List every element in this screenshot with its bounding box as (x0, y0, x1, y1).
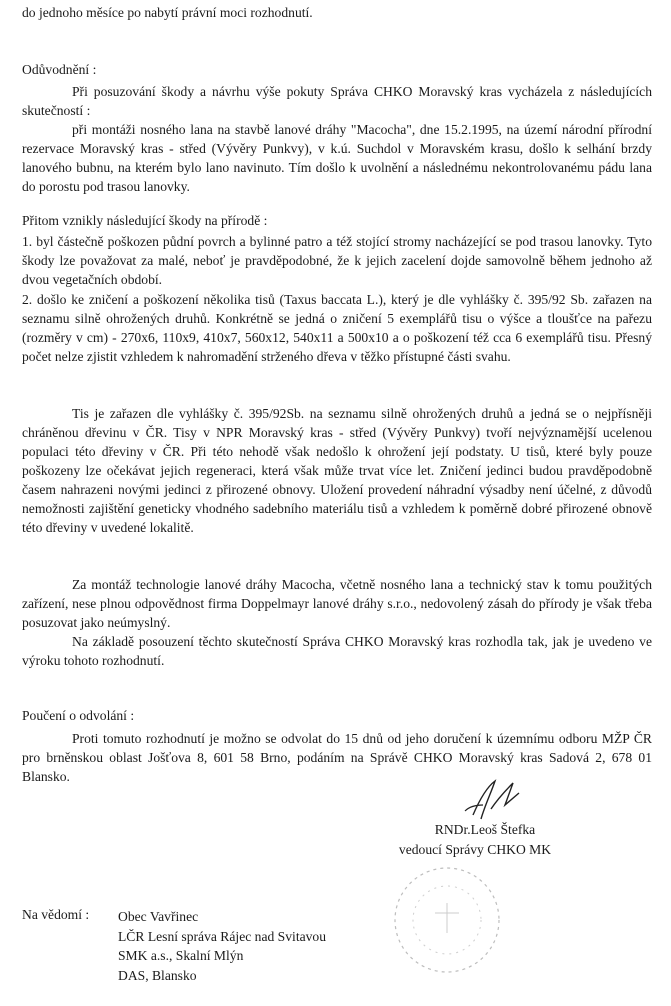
damage-item-2: 2. došlo ke zničení a poškození několika tisů (Taxus baccata L.), který je dle vyhlášky č. 395/92 Sb. zařazen na seznamu silně ohrožených druhů. Konkrétně se jedná o zničení 5 exemplářů tisu o výšce a tloušťce na pařezu (rozměry v cm) - 270x6, 110x9, 410x7, 560x12, 540x11 a 500x10 a o poškození též cca 6 exemplářů tisu. Přesný počet nelze zjistit vzhledem k nahromadění strženého dřeva v těžko přístupné části svahu. (22, 292, 652, 364)
appeal-heading: Poučení o odvolání : (22, 708, 135, 723)
signatory-name: RNDr.Leoš Štefka (434, 822, 536, 837)
recipient-item: LČR Lesní správa Rájec nad Svitavou (118, 928, 327, 944)
damage-item-1: 1. byl částečně poškozen půdní povrch a bylinné patro a též stojící stromy nacházející se pod trasou lanovky. Tyto škody lze považovat za malé, neboť je pravděpodobné, že k jejich zacelení dojde samovolně během jednoho až dvou vegetačních období. (22, 234, 652, 287)
incident-paragraph: při montáži nosného lana na stavbě lanové dráhy "Macocha", dne 15.2.1995, na území národní přírodní rezervace Moravský kras - střed (Vývěry Punkvy), v k.ú. Suchdol v Moravském krasu, došlo k selhání brzdy lanového bubnu, na kterém bylo lano navinuto. Tím došlo k uvolnění a následnému nekontrolovanému pádu lana do porostu pod trasou lanovky. (22, 122, 652, 194)
signatory-title: vedoucí Správy CHKO MK (398, 842, 552, 857)
continuation-line: do jednoho měsíce po nabytí právní moci rozhodnutí. (22, 5, 313, 20)
recipient-item: Obec Vavřinec (118, 909, 199, 924)
responsibility-paragraph: Za montáž technologie lanové dráhy Macocha, včetně nosného lana a technický stav k tomu použitých zařízení, nese plnou odpovědnost firma Doppelmayr lanové dráhy s.r.o., nedovolený zásah do přírody je však třeba posuzovat jako neúmyslný. (22, 577, 652, 630)
reasoning-heading: Odůvodnění : (22, 62, 97, 77)
damages-heading: Přitom vznikly následující škody na přírodě : (22, 213, 268, 228)
yew-paragraph: Tis je zařazen dle vyhlášky č. 395/92Sb. na seznamu silně ohrožených druhů a jedná se o nejpřísněji chráněnou dřevinu v ČR. Tisy v NPR Moravský kras - střed (Vývěry Punkvy) tvoří nejvýznamější ucelenou populaci této dřeviny v ČR. Při této nehodě však nedošlo k ohrožení její podstaty. U tisů, které byly pouze poškozeny lze očekávat jejich regeneraci, která však může trvat více let. Zničení jedinci budou pravděpodobně časem nahrazeni novými jedinci z přirozené obnovy. Uložení provedení náhradní výsadby není účelné, z důvodů nemožnosti zajištění geneticky vhodného sadebního materiálu tisů a vzhledem k poměrně dobré přirozené obnově této dřeviny v uvedené lokalitě. (22, 406, 652, 535)
decision-paragraph: Na základě posouzení těchto skutečností Správa CHKO Moravský kras rozhodla tak, jak je uvedeno ve výroku tohoto rozhodnutí. (22, 634, 652, 668)
reasoning-intro: Při posuzování škody a návrhu výše pokuty Správa CHKO Moravský kras vycházela z následujících skutečností : (22, 84, 652, 118)
handwritten-signature (455, 775, 535, 825)
copies-label: Na vědomí : (22, 907, 90, 922)
appeal-paragraph: Proti tomuto rozhodnutí je možno se odvolat do 15 dnů od jeho doručení k územnímu odboru MŽP ČR pro brněnskou oblast Jošťova 8, 601 58 Brno, podáním na Správě CHKO Moravský kras Sadová 2, 678 01 Blansko. (22, 731, 652, 784)
recipient-item: DAS, Blansko (118, 967, 197, 983)
official-stamp-seal (385, 858, 510, 983)
copies-recipient-list (118, 907, 326, 985)
recipient-item: SMK a.s., Skalní Mlýn (118, 948, 244, 963)
